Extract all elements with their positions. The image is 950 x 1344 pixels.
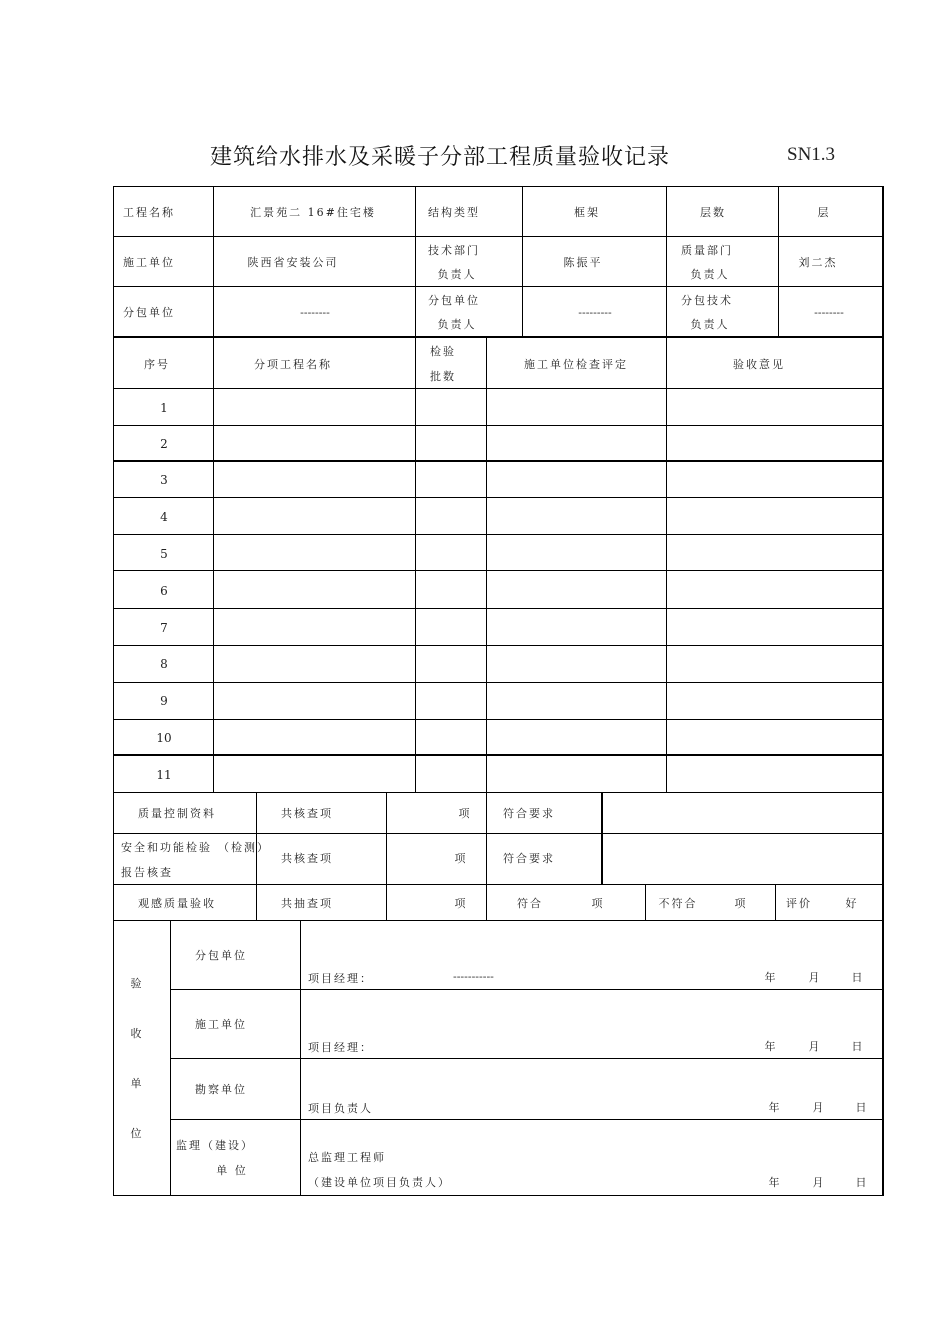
date-month: 月 [808,971,822,984]
value-rating: 好 [845,897,859,910]
rule [113,920,884,921]
rule [113,286,884,287]
col-rule-bold [601,792,603,884]
date-month: 月 [808,1040,822,1053]
col-header-batch-a: 检验 [430,345,456,358]
side-label-char: 验 [130,977,144,990]
label-supervision-unit-a: 监理（建设） [176,1139,254,1152]
label-safety-function-a: 安全和功能检验 [121,841,212,854]
rule [113,645,884,646]
label-nonconforming: 不符合 [658,897,698,910]
rule [113,884,884,885]
border-top [113,186,884,187]
rule [113,497,884,498]
label-appearance-quality: 观感质量验收 [138,897,216,910]
label-chief-supervisor: 总监理工程师 [308,1151,386,1164]
col-rule [486,792,487,920]
row-number: 2 [160,437,168,451]
col-rule [778,186,779,337]
label-quality-control-docs: 质量控制资料 [138,807,216,820]
rule [113,425,884,426]
label-project-manager: 项目经理： [308,1041,373,1054]
date-day: 日 [855,1101,869,1114]
date-day: 日 [851,1040,865,1053]
side-label-char: 单 [130,1077,144,1090]
row-number: 5 [160,547,168,561]
col-header-opinion: 验收意见 [733,358,785,371]
rule-bold [113,336,884,338]
col-rule [213,186,214,792]
label-sub-tech: 分包技术 [681,294,733,307]
rule [170,1058,884,1059]
col-rule [386,792,387,920]
date-month: 月 [812,1101,826,1114]
col-rule [300,920,301,1196]
row-number: 8 [160,657,168,671]
label-subcontract-unit: 分包单位 [195,949,247,962]
label-safety-function-c: 报告核查 [121,866,173,879]
rule [170,989,884,990]
label-tech-dept: 技术部门 [428,244,480,257]
row-number: 1 [160,401,168,415]
date-year: 年 [768,1101,782,1114]
signature-placeholder: ----------- [453,970,494,983]
label-meets-requirements: 符合要求 [503,807,555,820]
value-contractor: 陕西省安装公司 [247,256,339,269]
label-floors: 层数 [700,206,726,219]
date-year: 年 [764,1040,778,1053]
row-number: 10 [156,731,172,745]
label-conforming: 符合 [517,897,543,910]
form-code: SN1.3 [787,144,836,165]
label-project-lead: 项目负责人 [308,1102,373,1115]
side-label-char: 收 [130,1027,144,1040]
label-rating: 评价 [786,897,812,910]
col-header-seq: 序号 [144,358,170,371]
date-month: 月 [812,1176,826,1189]
label-items-unit: 项 [734,897,748,910]
label-items-unit: 项 [454,897,468,910]
col-rule [415,186,416,792]
value-subcontractor: -------- [300,306,330,319]
side-label-char: 位 [130,1127,144,1140]
label-items-unit: 项 [454,852,468,865]
label-project-name: 工程名称 [123,206,175,219]
label-meets-requirements: 符合要求 [503,852,555,865]
rule [113,388,884,389]
label-structure-type: 结构类型 [428,206,480,219]
date-day: 日 [851,971,865,984]
label-subcontractor: 分包单位 [123,306,175,319]
label-owner-project-lead: （建设单位项目负责人） [308,1176,451,1189]
rule [113,792,884,793]
rule [113,570,884,571]
label-items-unit: 项 [591,897,605,910]
acceptance-form-table [113,186,884,1196]
label-contractor: 施工单位 [123,256,175,269]
row-number: 6 [160,584,168,598]
rule [113,682,884,683]
label-construction-unit: 施工单位 [195,1018,247,1031]
date-day: 日 [855,1176,869,1189]
row-number: 7 [160,621,168,635]
label-checked-items: 共核查项 [281,807,333,820]
col-header-batch-b: 批数 [430,370,456,383]
label-survey-unit: 勘察单位 [195,1083,247,1096]
rule [113,833,884,834]
label-quality-dept: 质量部门 [681,244,733,257]
rule [113,719,884,720]
label-project-manager: 项目经理： [308,972,373,985]
value-sub-head: --------- [578,306,612,319]
date-year: 年 [764,971,778,984]
col-rule [256,792,257,920]
rule-bold [113,754,884,756]
rule [113,534,884,535]
label-tech-head: 负责人 [437,268,477,281]
row-number: 9 [160,694,168,708]
border-bottom [113,1195,884,1196]
col-header-item-name: 分项工程名称 [254,358,332,371]
col-rule [645,884,646,920]
label-sub-unit: 分包单位 [428,294,480,307]
value-floors: 层 [817,206,831,219]
rule [113,608,884,609]
value-sub-tech-head: -------- [814,306,844,319]
rule [170,1119,884,1120]
col-rule [522,186,523,337]
label-supervision-unit-b: 单 位 [216,1164,248,1177]
value-tech-head: 陈振平 [563,256,603,269]
label-sampled-items: 共抽查项 [281,897,333,910]
value-structure-type: 框架 [574,206,600,219]
col-rule [486,337,487,792]
value-quality-head: 刘二杰 [798,256,838,269]
label-safety-function-b: （检测） [218,841,270,854]
page-title: 建筑给水排水及采暖子分部工程质量验收记录 [210,145,671,170]
value-project-name: 汇景苑二 16#住宅楼 [250,206,376,219]
row-number: 3 [160,473,168,487]
col-rule [775,884,776,920]
label-quality-head: 负责人 [690,268,730,281]
rule-bold [113,460,884,462]
col-rule [170,920,171,1196]
label-items-unit: 项 [458,807,472,820]
col-rule [666,186,667,792]
label-checked-items: 共核查项 [281,852,333,865]
col-header-evaluation: 施工单位检查评定 [524,358,628,371]
row-number: 11 [156,768,172,782]
label-sub-tech-head: 负责人 [690,318,730,331]
date-year: 年 [768,1176,782,1189]
row-number: 4 [160,510,168,524]
rule [113,236,884,237]
label-sub-head: 负责人 [437,318,477,331]
